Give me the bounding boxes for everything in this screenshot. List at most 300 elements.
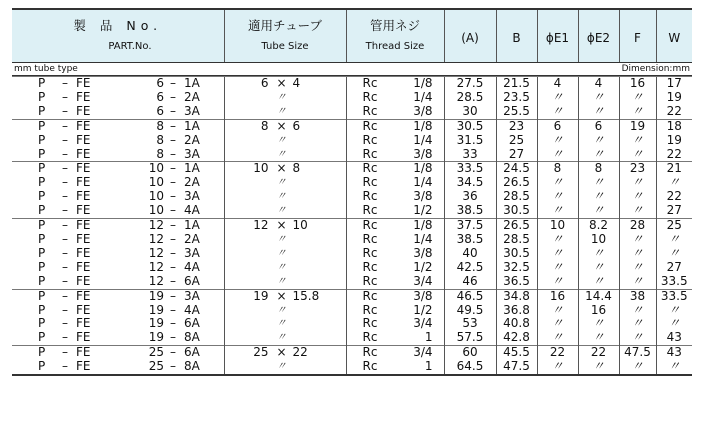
part-dash-2: – [170,218,176,233]
tube-size-cell [224,233,346,247]
dim-e2-cell: 〃 [578,261,619,275]
tube-times: × [276,161,287,176]
part-suffix: 3A [184,104,200,118]
part-size: 10 [148,190,164,204]
part-series: FE [76,176,91,190]
table-row [12,317,692,331]
thread-type: Rc [362,274,378,288]
part-dash-2: – [170,76,176,90]
thread-size: 1/4 [413,176,433,190]
dim-w-cell: 22 [656,105,692,119]
dim-f-cell: 38 [619,289,656,303]
part-suffix: 2A [184,90,200,104]
dim-e2-cell: 〃 [578,247,619,261]
thread-size-cell [346,176,444,190]
dim-e2-cell: 〃 [578,176,619,190]
table-row [12,190,692,204]
dim-w-cell: 43 [656,331,692,345]
header-col-f [619,9,656,63]
part-number-cell [12,148,224,162]
thread-type: Rc [362,289,378,303]
thread-size: 3/8 [413,147,433,161]
dim-w-cell: 43 [656,346,692,360]
dim-e1-cell: 〃 [537,134,578,148]
part-size: 8 [156,133,164,147]
part-prefix: P [38,360,46,374]
part-prefix: P [38,204,46,218]
dim-e2-cell: 6 [578,119,619,133]
part-suffix: 1A [184,76,200,90]
dim-f-cell: 〃 [619,360,656,375]
dim-a-cell: 46.5 [444,289,496,303]
dim-a-cell: 53 [444,317,496,331]
dim-e2-cell: 16 [578,304,619,318]
part-dash-2: – [170,260,176,274]
part-series: FE [76,303,91,317]
part-prefix: P [38,317,46,331]
tube-size-cell [224,134,346,148]
dim-a-cell: 27.5 [444,77,496,91]
thread-type: Rc [362,331,378,345]
tube-times: × [276,218,287,233]
tube-ditto: 〃 [276,247,287,259]
dim-e2-cell: 14.4 [578,289,619,303]
dim-w-cell: 18 [656,119,692,133]
thread-size-cell [346,162,444,176]
thread-type: Rc [362,119,378,133]
dim-e2-cell: 8.2 [578,219,619,233]
thread-size: 3/8 [413,190,433,204]
tube-size-cell [224,219,346,233]
part-dash: – [62,345,68,360]
tube-size-cell [224,247,346,261]
part-suffix: 3A [184,190,200,204]
part-dash-2: – [170,147,176,161]
tube-id: 8 [292,161,301,176]
part-dash-2: – [170,104,176,118]
dim-e1-cell: 4 [537,77,578,91]
thread-type: Rc [362,76,378,90]
part-suffix: 8A [184,360,200,374]
tube-size-cell [224,317,346,331]
header-col-w-label: W [668,30,681,45]
thread-size: 3/4 [413,274,433,288]
dim-b-cell: 36.5 [496,275,537,289]
dim-w-cell: 19 [656,134,692,148]
tube-ditto: 〃 [276,205,287,217]
dim-b-cell: 26.5 [496,219,537,233]
tube-times: × [276,289,287,303]
thread-type: Rc [362,260,378,274]
tube-id: 15.8 [292,289,320,303]
part-number-cell [12,304,224,318]
part-size: 6 [156,90,164,104]
dim-a-cell: 38.5 [444,233,496,247]
part-prefix: P [38,260,46,274]
tube-od: 19 [253,289,269,303]
tube-od: 12 [253,218,269,233]
part-prefix: P [38,119,46,133]
part-prefix: P [38,176,46,190]
part-suffix: 3A [184,289,200,303]
part-dash-2: – [170,246,176,260]
dim-e2-cell: 〃 [578,204,619,218]
table-row [12,331,692,345]
tube-size-cell [224,289,346,303]
table-row [12,289,692,303]
part-number-cell [12,346,224,360]
table-row [12,346,692,360]
thread-size: 1/2 [413,303,433,317]
part-suffix: 4A [184,260,200,274]
part-dash: – [62,133,68,147]
dim-w-cell: 22 [656,190,692,204]
thread-size: 1/2 [413,260,433,274]
part-dash: – [62,317,68,331]
dim-f-cell: 16 [619,77,656,91]
dim-f-cell: 〃 [619,261,656,275]
dim-w-cell: 19 [656,91,692,105]
dim-f-cell: 〃 [619,148,656,162]
part-series: FE [76,133,91,147]
tube-od: 6 [260,76,269,90]
part-number-cell [12,105,224,119]
part-suffix: 1A [184,218,200,233]
dim-e1-cell: 〃 [537,304,578,318]
part-prefix: P [38,90,46,104]
tube-size-cell [224,190,346,204]
thread-type: Rc [362,147,378,161]
tube-ditto: 〃 [276,134,287,146]
thread-size-cell [346,105,444,119]
thread-type: Rc [362,303,378,317]
part-series: FE [76,147,91,161]
thread-size-cell [346,134,444,148]
thread-size: 1/8 [413,161,433,176]
part-prefix: P [38,133,46,147]
dim-e1-cell: 〃 [537,360,578,375]
part-suffix: 3A [184,147,200,161]
part-suffix: 1A [184,119,200,133]
part-dash-2: – [170,133,176,147]
part-dash: – [62,147,68,161]
header-part-sub: PART.No. [108,41,152,52]
tube-ditto: 〃 [276,275,287,287]
tube-ditto: 〃 [276,191,287,203]
part-size: 19 [148,289,164,303]
tube-ditto: 〃 [276,91,287,103]
part-dash-2: – [170,232,176,246]
part-prefix: P [38,147,46,161]
dim-e2-cell: 22 [578,346,619,360]
caption-bar [12,63,692,76]
part-series: FE [76,289,91,303]
part-dash-2: – [170,345,176,360]
caption-dimension: Dimension:mm [621,64,690,74]
dim-e2-cell: 〃 [578,190,619,204]
part-number-cell [12,162,224,176]
tube-od: 25 [253,345,269,360]
thread-type: Rc [362,360,378,374]
header-tube-size [224,9,346,63]
part-dash-2: – [170,289,176,303]
spec-table [12,8,692,376]
part-dash: – [62,289,68,303]
thread-type: Rc [362,161,378,176]
thread-size: 1/2 [413,204,433,218]
dim-b-cell: 45.5 [496,346,537,360]
thread-size: 3/4 [413,345,433,360]
part-number-cell [12,317,224,331]
tube-size-cell [224,275,346,289]
dim-e1-cell: 〃 [537,148,578,162]
part-dash: – [62,161,68,176]
part-suffix: 2A [184,232,200,246]
table-row [12,247,692,261]
thread-size: 1/8 [413,119,433,133]
part-dash-2: – [170,274,176,288]
table-row [12,91,692,105]
thread-size-cell [346,289,444,303]
part-suffix: 6A [184,317,200,331]
dim-f-cell: 〃 [619,190,656,204]
part-prefix: P [38,345,46,360]
dim-b-cell: 30.5 [496,247,537,261]
dim-b-cell: 34.8 [496,289,537,303]
tube-ditto: 〃 [276,261,287,273]
part-series: FE [76,246,91,260]
thread-size: 1 [424,360,433,374]
part-dash: – [62,104,68,118]
tube-size-cell [224,119,346,133]
dim-e1-cell: 8 [537,162,578,176]
dim-w-cell: 〃 [656,233,692,247]
header-col-w [656,9,692,63]
thread-size-cell [346,190,444,204]
header-part-no [12,9,224,63]
tube-id: 6 [292,119,301,133]
part-prefix: P [38,232,46,246]
part-dash: – [62,331,68,345]
table-row [12,219,692,233]
dim-e2-cell: 8 [578,162,619,176]
thread-size-cell [346,204,444,218]
dim-b-cell: 30.5 [496,204,537,218]
dim-e1-cell: 6 [537,119,578,133]
part-dash: – [62,360,68,374]
dim-b-cell: 47.5 [496,360,537,375]
part-series: FE [76,331,91,345]
table-row [12,162,692,176]
dim-f-cell: 〃 [619,105,656,119]
tube-ditto: 〃 [276,233,287,245]
part-prefix: P [38,289,46,303]
thread-size-cell [346,148,444,162]
part-dash-2: – [170,119,176,133]
part-size: 19 [148,331,164,345]
dim-f-cell: 28 [619,219,656,233]
part-series: FE [76,345,91,360]
part-number-cell [12,261,224,275]
part-size: 8 [156,147,164,161]
part-size: 10 [148,176,164,190]
tube-size-cell [224,91,346,105]
header-col-e1-label: ϕE1 [545,30,570,45]
dim-a-cell: 36 [444,190,496,204]
part-series: FE [76,161,91,176]
table-row [12,204,692,218]
header-col-a-label: (A) [461,30,479,45]
tube-size-cell [224,261,346,275]
dim-a-cell: 31.5 [444,134,496,148]
dim-b-cell: 27 [496,148,537,162]
tube-od: 10 [253,161,269,176]
header-tube-sub: Tube Size [261,41,309,52]
thread-size-cell [346,91,444,105]
thread-size-cell [346,219,444,233]
part-dash-2: – [170,161,176,176]
header-col-e1 [537,9,578,63]
thread-type: Rc [362,246,378,260]
table-row [12,176,692,190]
dim-b-cell: 23 [496,119,537,133]
part-series: FE [76,260,91,274]
part-suffix: 2A [184,133,200,147]
part-dash: – [62,303,68,317]
thread-type: Rc [362,345,378,360]
part-suffix: 6A [184,345,200,360]
part-dash: – [62,176,68,190]
part-number-cell [12,119,224,133]
thread-size-cell [346,275,444,289]
dim-e1-cell: 〃 [537,247,578,261]
thread-type: Rc [362,204,378,218]
part-series: FE [76,360,91,374]
dim-e2-cell: 〃 [578,331,619,345]
part-series: FE [76,104,91,118]
dim-e2-cell: 10 [578,233,619,247]
part-dash: – [62,246,68,260]
tube-times: × [276,119,287,133]
tube-ditto: 〃 [276,332,287,344]
part-number-cell [12,219,224,233]
part-number-cell [12,247,224,261]
part-series: FE [76,190,91,204]
dim-f-cell: 〃 [619,275,656,289]
part-number-cell [12,289,224,303]
tube-id: 10 [292,218,308,233]
dim-w-cell: 〃 [656,247,692,261]
dim-w-cell: 〃 [656,317,692,331]
part-dash: – [62,190,68,204]
table-row [12,261,692,275]
dim-f-cell: 〃 [619,134,656,148]
tube-size-cell [224,331,346,345]
dim-e1-cell: 〃 [537,331,578,345]
dim-a-cell: 42.5 [444,261,496,275]
part-suffix: 3A [184,246,200,260]
dim-e2-cell: 〃 [578,360,619,375]
part-prefix: P [38,104,46,118]
dim-w-cell: 21 [656,162,692,176]
header-col-e2 [578,9,619,63]
dim-b-cell: 28.5 [496,190,537,204]
dim-e2-cell: 4 [578,77,619,91]
part-size: 10 [148,161,164,176]
part-dash: – [62,232,68,246]
table-row [12,148,692,162]
dim-a-cell: 30.5 [444,119,496,133]
header-part-main: 製 品 No. [73,18,163,33]
tube-size-cell [224,77,346,91]
dim-a-cell: 34.5 [444,176,496,190]
header-col-b-label: B [512,30,521,45]
dim-b-cell: 23.5 [496,91,537,105]
header-tube-main: 適用チューブ [247,18,322,33]
tube-size-cell [224,304,346,318]
part-dash-2: – [170,90,176,104]
thread-size: 3/8 [413,104,433,118]
dim-b-cell: 25 [496,134,537,148]
part-series: FE [76,274,91,288]
part-series: FE [76,90,91,104]
part-size: 6 [156,76,164,90]
thread-size: 1/4 [413,232,433,246]
tube-ditto: 〃 [276,148,287,160]
dim-a-cell: 40 [444,247,496,261]
thread-type: Rc [362,317,378,331]
part-dash: – [62,274,68,288]
dim-b-cell: 25.5 [496,105,537,119]
part-prefix: P [38,303,46,317]
part-dash-2: – [170,317,176,331]
tube-size-cell [224,346,346,360]
part-size: 6 [156,104,164,118]
table-row [12,360,692,375]
part-number-cell [12,190,224,204]
thread-type: Rc [362,133,378,147]
dim-e2-cell: 〃 [578,134,619,148]
header-thread-sub: Thread Size [365,41,425,52]
tube-ditto: 〃 [276,304,287,316]
dim-f-cell: 〃 [619,247,656,261]
part-dash-2: – [170,190,176,204]
dim-a-cell: 33.5 [444,162,496,176]
part-series: FE [76,76,91,90]
dim-w-cell: 〃 [656,360,692,375]
part-number-cell [12,176,224,190]
dim-e1-cell: 〃 [537,105,578,119]
thread-size-cell [346,304,444,318]
tube-id: 22 [292,345,308,360]
part-dash-2: – [170,331,176,345]
tube-size-cell [224,176,346,190]
part-series: FE [76,232,91,246]
part-series: FE [76,119,91,133]
part-number-cell [12,275,224,289]
part-suffix: 2A [184,176,200,190]
part-size: 10 [148,204,164,218]
part-size: 19 [148,303,164,317]
part-prefix: P [38,161,46,176]
header-col-f-label: F [634,30,641,45]
part-prefix: P [38,76,46,90]
thread-type: Rc [362,232,378,246]
thread-size: 1/4 [413,133,433,147]
thread-size: 3/4 [413,317,433,331]
thread-type: Rc [362,218,378,233]
dim-e1-cell: 10 [537,219,578,233]
